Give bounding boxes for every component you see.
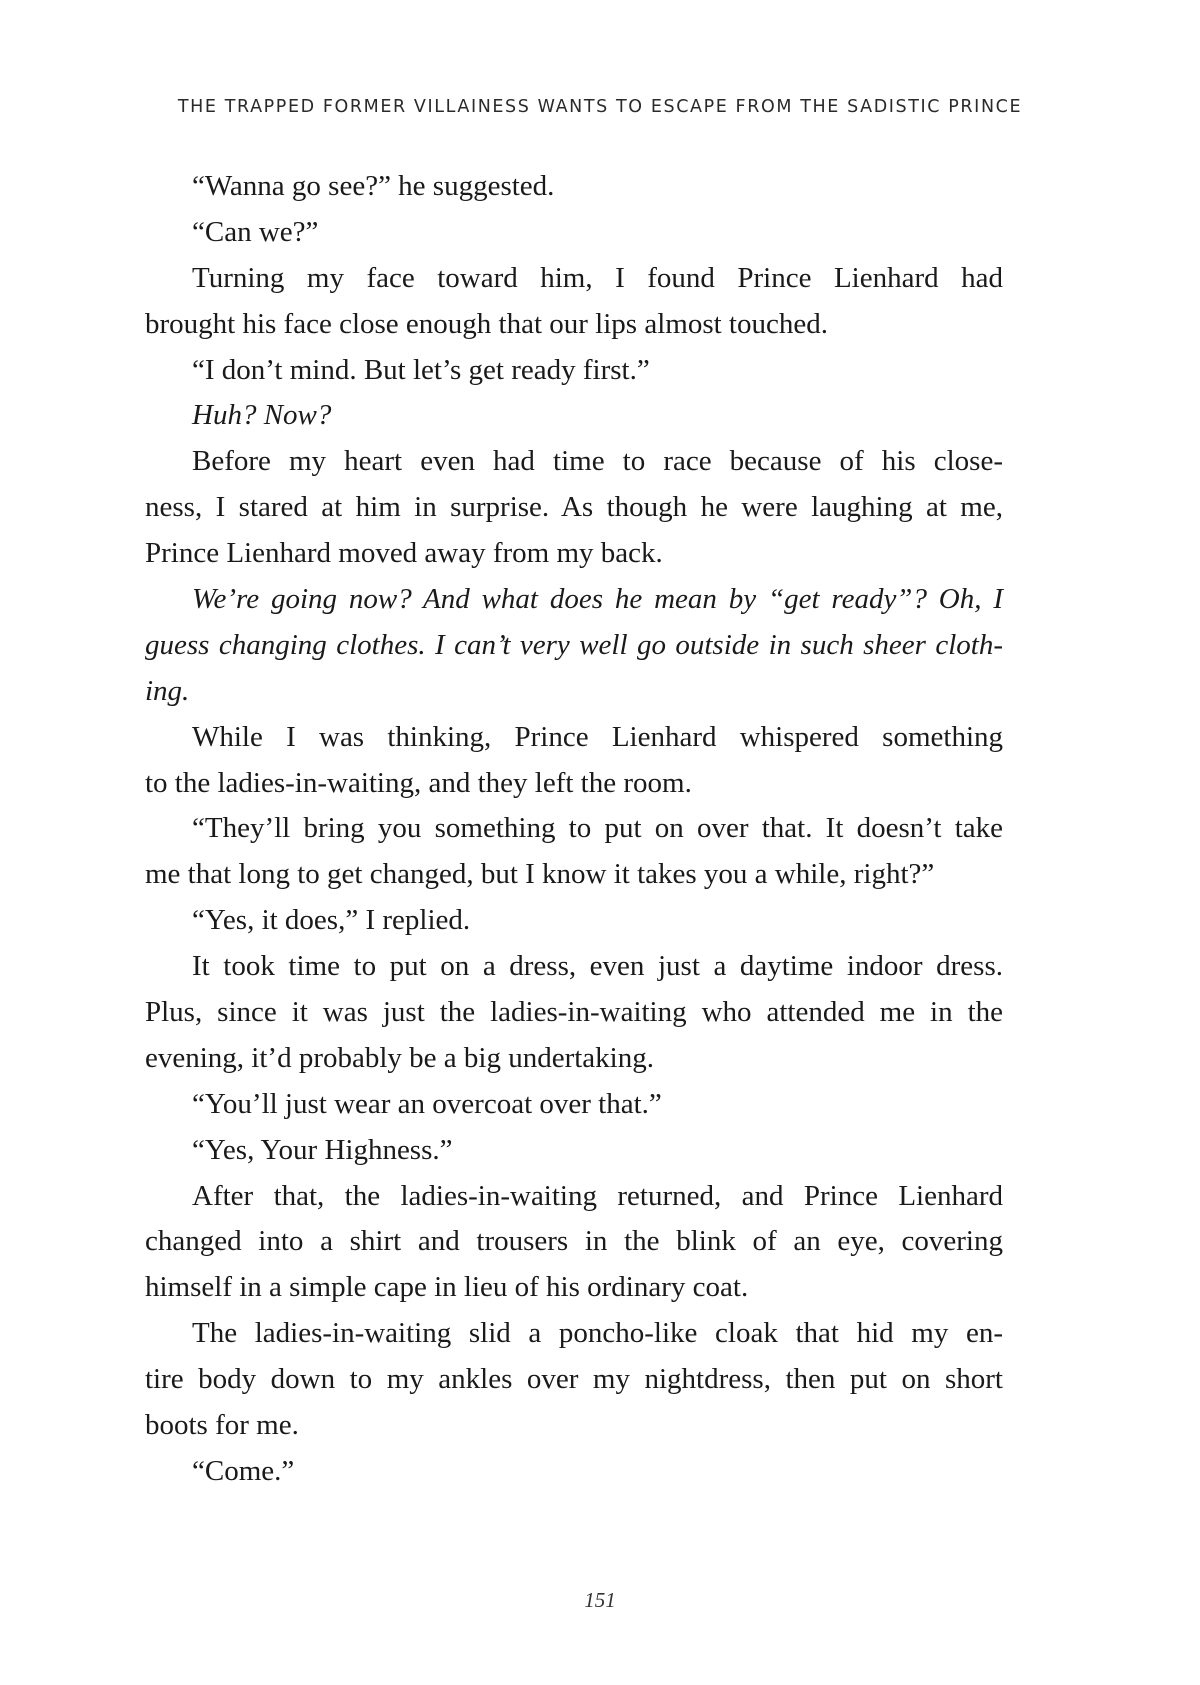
text-line: Plus, since it was just the ladies-in-waiting who attended me in the bbox=[145, 996, 1003, 1029]
text-line: “You’ll just wear an overcoat over that.” bbox=[192, 1087, 662, 1120]
text-line: “Yes, it does,” I replied. bbox=[192, 904, 471, 937]
text-line: guess changing clothes. I can’t very well go outside in such sheer cloth- bbox=[145, 628, 1003, 661]
text-line: Huh? Now? bbox=[192, 399, 332, 432]
text-line: We’re going now? And what does he mean by “get ready”? Oh, I bbox=[192, 583, 1003, 616]
text-line: “Yes, Your Highness.” bbox=[192, 1133, 453, 1166]
text-line: It took time to put on a dress, even just a daytime indoor dress. bbox=[192, 950, 1003, 983]
text-line: Prince Lienhard moved away from my back. bbox=[145, 537, 663, 570]
text-line: “I don’t mind. But let’s get ready first.” bbox=[192, 353, 650, 386]
text-line: “Can we?” bbox=[192, 215, 319, 248]
text-line: himself in a simple cape in lieu of his ordinary coat. bbox=[145, 1271, 749, 1304]
text-line: While I was thinking, Prince Lienhard whispered something bbox=[192, 720, 1003, 753]
text-line: brought his face close enough that our lips almost touched. bbox=[145, 307, 828, 340]
text-line: evening, it’d probably be a big undertaking. bbox=[145, 1041, 654, 1074]
page-number: 151 bbox=[584, 1588, 616, 1612]
text-line: ing. bbox=[145, 674, 190, 707]
text-line: me that long to get changed, but I know it takes you a while, right?” bbox=[145, 858, 935, 891]
body-text bbox=[145, 164, 1003, 1495]
text-line: “Come.” bbox=[192, 1454, 295, 1487]
text-line: Turning my face toward him, I found Prince Lienhard had bbox=[192, 261, 1003, 294]
text-line: “Wanna go see?” he suggested. bbox=[192, 170, 555, 202]
text-line: The ladies-in-waiting slid a poncho-like cloak that hid my en- bbox=[192, 1317, 1003, 1350]
running-head: THE TRAPPED FORMER VILLAINESS WANTS TO ESCAPE FROM THE SADISTIC PRINCE bbox=[177, 97, 1023, 117]
text-line: Before my heart even had time to race because of his close- bbox=[192, 445, 1003, 478]
text-line: tire body down to my ankles over my nightdress, then put on short bbox=[145, 1363, 1003, 1396]
text-line: “They’ll bring you something to put on over that. It doesn’t take bbox=[192, 812, 1003, 845]
text-line: ness, I stared at him in surprise. As though he were laughing at me, bbox=[145, 491, 1003, 524]
text-line: After that, the ladies-in-waiting returned, and Prince Lienhard bbox=[192, 1179, 1003, 1212]
text-line: changed into a shirt and trousers in the blink of an eye, covering bbox=[145, 1225, 1003, 1258]
text-line: boots for me. bbox=[145, 1409, 299, 1442]
text-line: to the ladies-in-waiting, and they left the room. bbox=[145, 766, 692, 799]
